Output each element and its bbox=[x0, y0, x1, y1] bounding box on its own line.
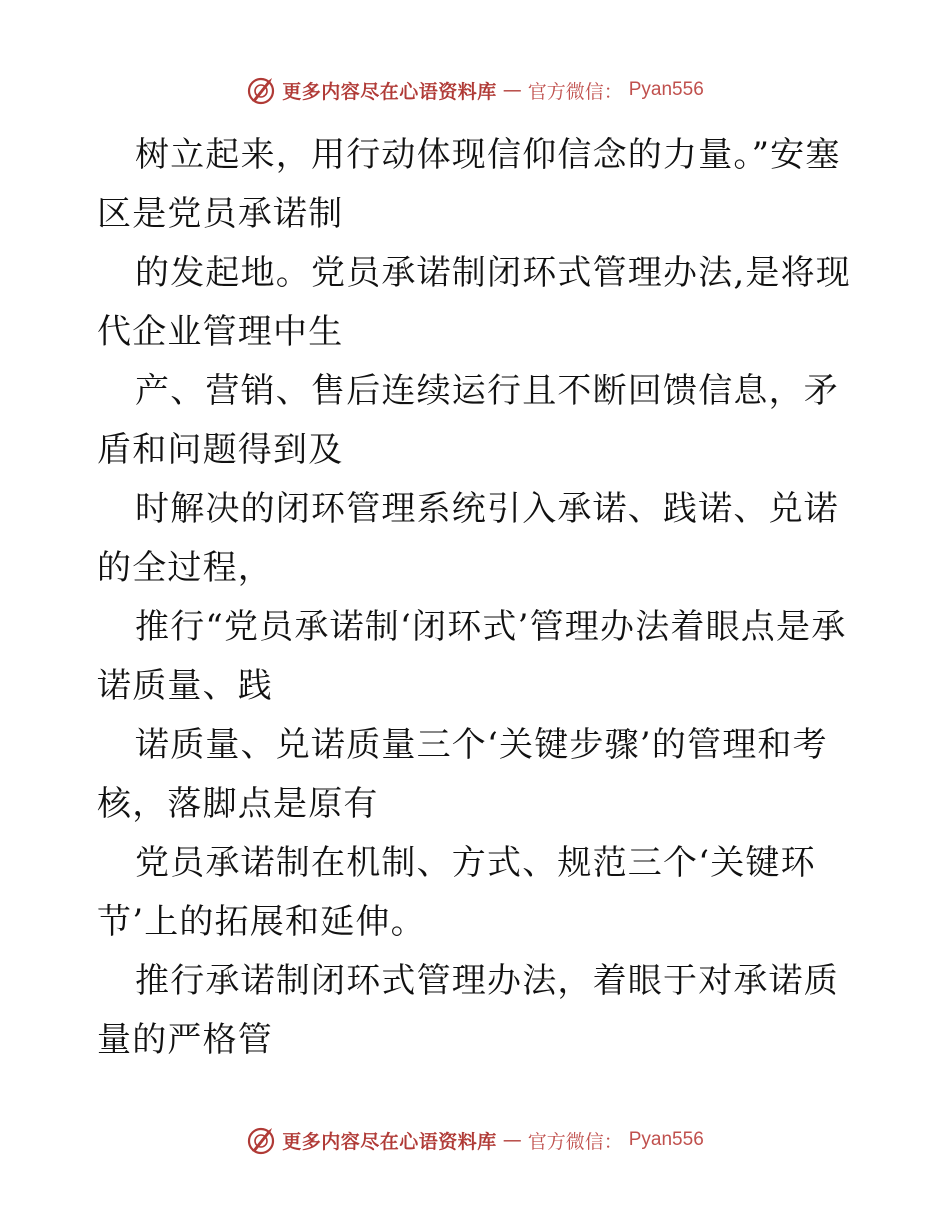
header-brand-text: 更多内容尽在心语资料库 bbox=[282, 80, 497, 103]
paragraph-2: 的发起地。党员承诺制闭环式管理办法,是将现代企业管理中生 bbox=[97, 253, 852, 352]
document-body bbox=[97, 126, 857, 1070]
header-separator: — bbox=[502, 79, 522, 101]
paragraph-4: 时解决的闭环管理系统引入承诺、践诺、兑诺的全过程， bbox=[97, 489, 839, 588]
paragraph-5: 推行“党员承诺制‘闭环式’管理办法着眼点是承诺质量、践 bbox=[97, 607, 847, 706]
footer-banner bbox=[0, 1120, 950, 1160]
quill-pen-logo-icon bbox=[246, 1125, 276, 1155]
quill-pen-logo-icon bbox=[246, 75, 276, 105]
footer-wechat-id: Pyan556 bbox=[628, 1129, 704, 1150]
footer-wechat-label: 官方微信： bbox=[527, 1130, 623, 1153]
footer-brand-text: 更多内容尽在心语资料库 bbox=[282, 1130, 497, 1153]
footer-separator: — bbox=[502, 1129, 522, 1151]
header-banner bbox=[0, 70, 950, 110]
paragraph-3: 产、营销、售后连续运行且不断回馈信息，矛盾和问题得到及 bbox=[97, 371, 839, 470]
paragraph-1: 树立起来，用行动体现信仰信念的力量。”安塞区是党员承诺制 bbox=[97, 135, 841, 234]
paragraph-6: 诺质量、兑诺质量三个‘关键步骤’的管理和考核，落脚点是原有 bbox=[97, 725, 828, 824]
paragraph-8: 推行承诺制闭环式管理办法，着眼于对承诺质量的严格管 bbox=[97, 961, 839, 1060]
header-wechat-label: 官方微信： bbox=[527, 80, 623, 103]
header-wechat-id: Pyan556 bbox=[628, 79, 704, 100]
paragraph-7: 党员承诺制在机制、方式、规范三个‘关键环节’上的拓展和延伸。 bbox=[97, 843, 816, 942]
